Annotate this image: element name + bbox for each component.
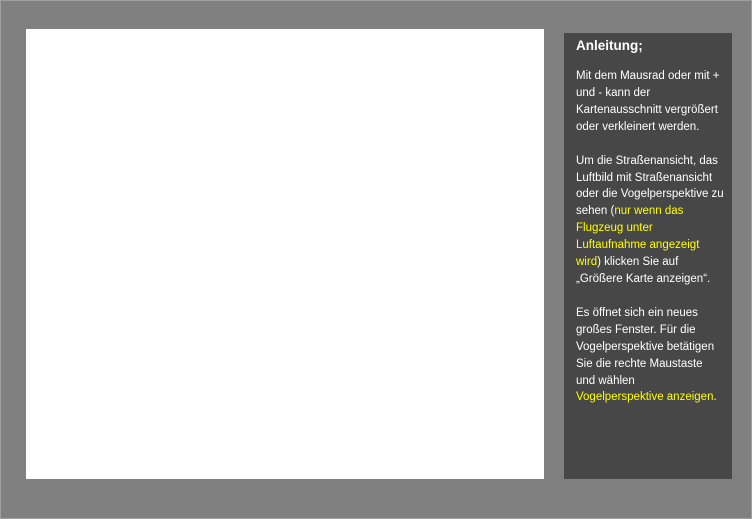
instructions-text: Es öffnet sich ein neues großes Fenster. Für die Vogelperspektive betätigen Sie die rechte Maustaste und wählen [576,306,715,387]
instructions-text: ) klicken Sie auf „Größere Karte anzeigen“. [576,256,711,285]
instructions-panel [564,33,732,479]
instructions-text: Um die Straßenansicht, das Luftbild mit Straßenansicht oder die Vogelperspektive zu sehen ( [576,154,724,218]
instructions-birdseye-paragraph [576,305,724,406]
highlight-text: nur wenn das Flugzeug unter Luftaufnahme angezeigt wird [576,205,700,269]
instructions-zoom-paragraph: Mit dem Mausrad oder mit + und - kann der Kartenausschnitt vergrößert oder verkleinert werden. [576,70,720,133]
highlight-text: Vogelperspektive anzeigen [576,391,714,404]
map-embed-area[interactable] [26,29,544,479]
instructions-text: . [713,391,717,404]
instructions-streetview-paragraph [576,153,724,288]
instructions-title: Anleitung; [576,38,643,53]
